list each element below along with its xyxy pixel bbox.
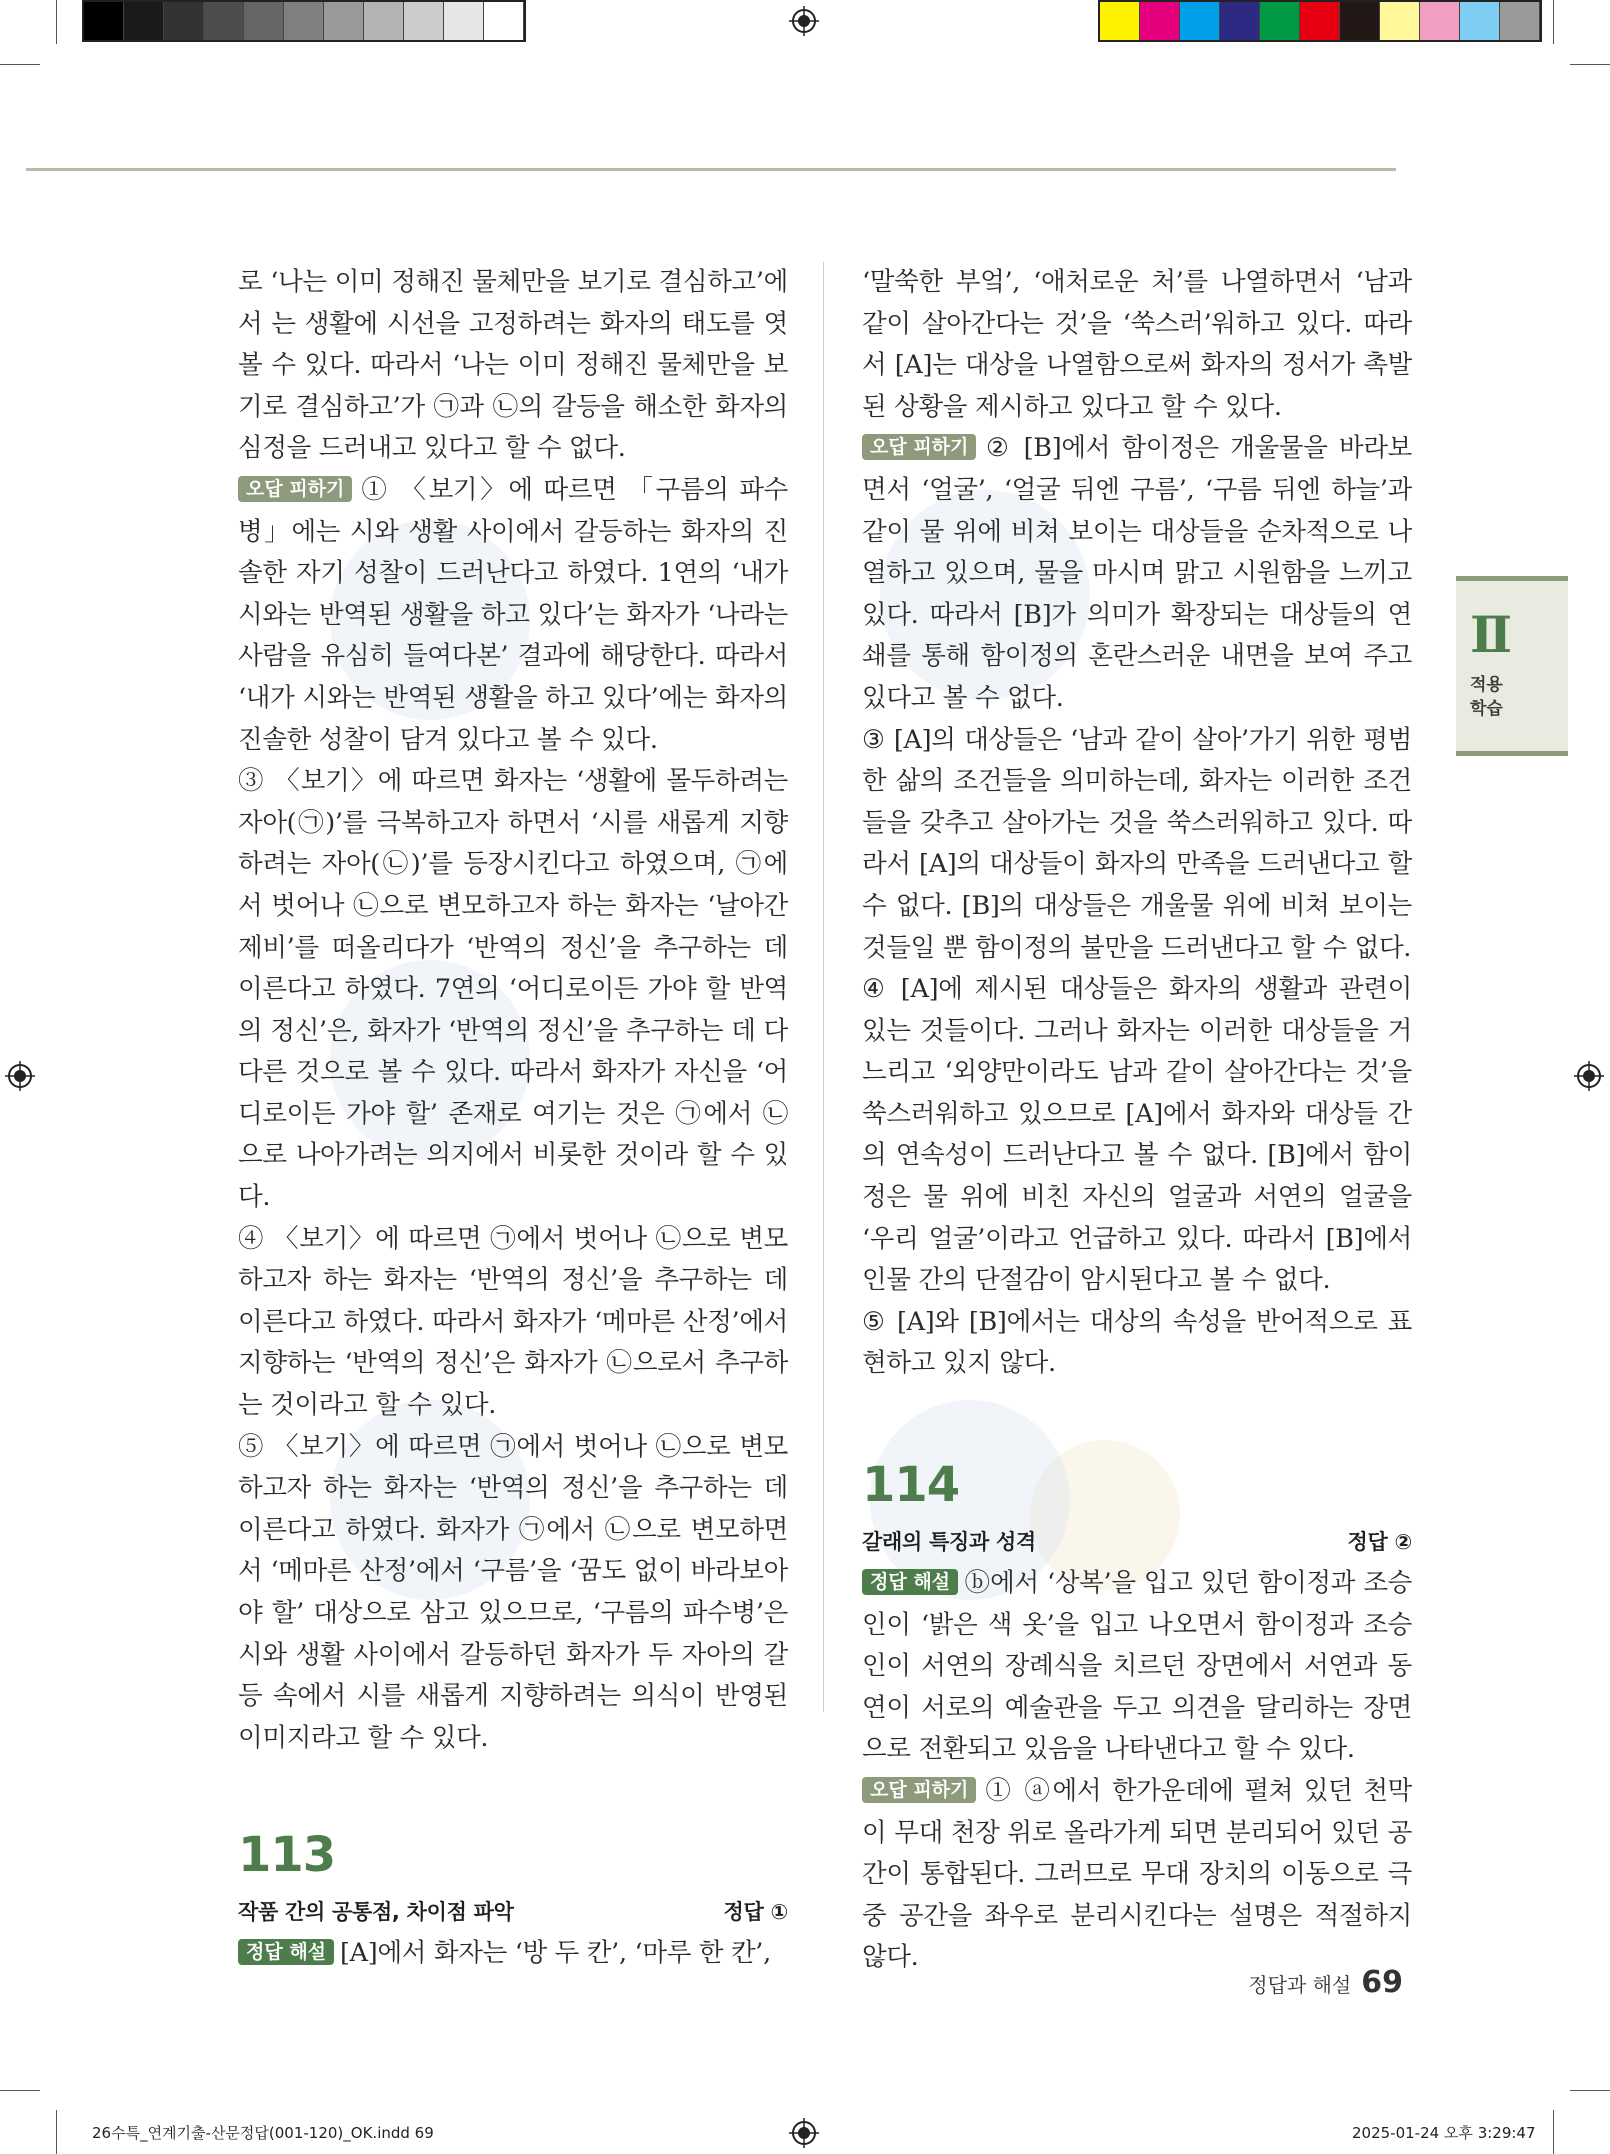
question-number: 114 (862, 1457, 960, 1514)
column-divider (823, 262, 824, 1712)
answer-explanation-tag: 정답 해설 (238, 1939, 334, 1965)
paragraph (862, 1771, 1412, 1979)
color-swatch (1340, 2, 1380, 40)
wrong-answer-tag: 오답 피하기 (238, 476, 352, 502)
color-swatch (1500, 2, 1540, 40)
paragraph: 로 ‘나는 이미 정해진 물체만을 보기로 결심하고’에서 는 생활에 시선을 고정하려는 화자의 태도를 엿볼 수 있다. 따라서 ‘나는 이미 정해진 물체만을 보기로 결심하고’가 ㉠과 ㉡의 갈등을 해소한 화자의 심정을 드러내고 있다고 할 수 없다. (238, 267, 788, 464)
paragraph (862, 428, 1412, 719)
crop-mark (1553, 0, 1554, 44)
color-swatch (1180, 2, 1220, 40)
registration-mark-icon (789, 2118, 819, 2148)
paragraph: ⑤ 〈보기〉에 따르면 ㉠에서 벗어나 ㉡으로 변모하고자 하는 화자는 ‘반역의 정신’을 추구하는 데 이른다고 하였다. 화자가 ㉠에서 ㉡으로 변모하면서 ‘메마른 산정’에서 ‘구름’을 ‘꿈도 없이 바라보아야 할’ 대상으로 삼고 있으므로, ‘구름의 파수병’은 시와 생활 사이에서 갈등하던 화자가 두 자아의 갈등 속에서 시를 새롭게 지향하려는 의식이 반영된 이미지라고 할 수 있다. (238, 1431, 788, 1753)
registration-mark-icon (789, 6, 819, 36)
paragraph: ④ 〈보기〉에 따르면 ㉠에서 벗어나 ㉡으로 변모하고자 하는 화자는 ‘반역의 정신’을 추구하는 데 이른다고 하였다. 따라서 화자가 ‘메마른 산정’에서 지향하는 ‘반역의 정신’은 화자가 ㉡으로서 추구하는 것이라고 할 수 있다. (238, 1223, 788, 1421)
color-swatch (244, 2, 284, 40)
paragraph: ③ [A]의 대상들은 ‘남과 같이 살아’가기 위한 평범한 삶의 조건들을 의미하는데, 화자는 이러한 조건들을 갖추고 살아가는 것을 쑥스러워하고 있다. 따라서 [A]의 대상들이 화자의 만족을 드러낸다고 할 수 없다. [B]의 대상들은 개울물 위에 비쳐 보이는 것들일 뿐 함이정의 불만을 드러낸다고 할 수 없다. (862, 724, 1412, 963)
color-swatch (444, 2, 484, 40)
paragraph-text: [A]에서 화자는 ‘방 두 칸’, ‘마루 한 칸’, (340, 1938, 771, 1969)
color-swatch (1260, 2, 1300, 40)
color-swatch (364, 2, 404, 40)
color-swatch (1140, 2, 1180, 40)
color-swatch (324, 2, 364, 40)
slug-filename: 26수특_연계기출-산문정답(001-120)_OK.indd 69 (92, 2124, 434, 2142)
crop-mark (1553, 2110, 1554, 2154)
color-swatch (1300, 2, 1340, 40)
question-header (862, 1525, 1412, 1559)
paragraph-text: ② [B]에서 함이정은 개울물을 바라보면서 ‘얼굴’, ‘얼굴 뒤엔 구름’, ‘구름 뒤엔 하늘’과 같이 물 위에 비쳐 보이는 대상들을 순차적으로 나열하고 있으며, 물을 마시며 맑고 시원함을 느끼고 있다. 따라서 [B]가 의미가 확장되는 대상들의 연쇄를 통해 함이정의 혼란스러운 내면을 보여 주고 있다고 볼 수 없다. (862, 433, 1412, 713)
answer-label: 정답 ② (1347, 1530, 1412, 1555)
page-footer (1248, 1965, 1403, 2000)
color-swatch (404, 2, 444, 40)
chapter-label-line2: 학습 (1470, 699, 1503, 719)
color-swatch (124, 2, 164, 40)
paragraph: ③ 〈보기〉에 따르면 화자는 ‘생활에 몰두하려는 자아(㉠)’를 극복하고자 하면서 ‘시를 새롭게 지향하려는 자아(㉡)’를 등장시킨다고 하였으며, ㉠에서 벗어나 ㉡으로 변모하고자 하는 화자는 ‘날아간 제비’를 떠올리다가 ‘반역의 정신’을 추구하는 데 이른다고 하였다. 7연의 ‘어디로이든 가야 할 반역의 정신’은, 화자가 ‘반역의 정신’을 추구하는 데 다다른 것으로 볼 수 있다. 따라서 화자가 자신을 ‘어디로이든 가야 할’ 존재로 여기는 것은 ㉠에서 ㉡으로 나아가려는 의지에서 비롯한 것이라 할 수 있다. (238, 766, 788, 1213)
chapter-number: Ⅱ (1470, 605, 1513, 664)
registration-mark-icon (5, 1061, 35, 1091)
wrong-answer-tag: 오답 피하기 (862, 1777, 976, 1803)
question-number: 113 (238, 1827, 336, 1884)
process-color-bar (1098, 0, 1542, 42)
crop-mark (0, 64, 40, 65)
paragraph: ④ [A]에 제시된 대상들은 화자의 생활과 관련이 있는 것들이다. 그러나 화자는 이러한 대상들을 거느리고 ‘외양만이라도 남과 같이 살아간다는 것’을 쑥스러워하고 있으므로 [A]에서 화자와 대상들 간의 연속성이 드러난다고 볼 수 없다. [B]에서 함이정은 물 위에 비친 자신의 얼굴과 서연의 얼굴을 ‘우리 얼굴’이라고 언급하고 있다. 따라서 [B]에서 인물 간의 단절감이 암시된다고 볼 수 없다. (862, 974, 1412, 1296)
color-swatch (1460, 2, 1500, 40)
color-swatch (164, 2, 204, 40)
left-column (238, 262, 788, 1975)
paragraph-text: ⓑ에서 ‘상복’을 입고 있던 함이정과 조승인이 ‘밝은 색 옷’을 입고 나오면서 함이정과 조승인이 서연의 장례식을 치르던 장면에서 서연과 동연이 서로의 예술관을 두고 의견을 달리하는 장면으로 전환되고 있음을 나타낸다고 할 수 있다. (862, 1568, 1412, 1765)
chapter-side-tab (1456, 576, 1568, 756)
paragraph: ‘말쑥한 부엌’, ‘애처로운 처’를 나열하면서 ‘남과 같이 살아간다는 것’을 ‘쑥스러’워하고 있다. 따라서 [A]는 대상을 나열함으로써 화자의 정서가 촉발된 상황을 제시하고 있다고 할 수 있다. (862, 267, 1412, 422)
paragraph (238, 1933, 788, 1975)
page-number: 69 (1361, 1965, 1403, 2000)
question-header (238, 1895, 788, 1929)
paragraph-text: ① ⓐ에서 한가운데에 펼쳐 있던 천막이 무대 천장 위로 올라가게 되면 분리되어 있던 공간이 통합된다. 그러므로 무대 장치의 이동으로 극중 공간을 좌우로 분리시킨다는 설명은 적절하지 않다. (862, 1776, 1412, 1973)
right-column (862, 262, 1412, 1979)
slug-timestamp: 2025-01-24 오후 3:29:47 (1352, 2124, 1536, 2142)
color-swatch (284, 2, 324, 40)
paragraph-text: ① 〈보기〉에 따르면 「구름의 파수병」에는 시와 생활 사이에서 갈등하는 화자의 진솔한 자기 성찰이 드러난다고 하였다. 1연의 ‘내가 시와는 반역된 생활을 하고 있다’는 화자가 ‘나라는 사람을 유심히 들여다본’ 결과에 해당한다. 따라서 ‘내가 시와는 반역된 생활을 하고 있다’에는 화자의 진솔한 성찰이 담겨 있다고 볼 수 있다. (238, 474, 788, 755)
color-swatch (84, 2, 124, 40)
question-topic: 작품 간의 공통점, 차이점 파악 (238, 1900, 514, 1925)
crop-mark (56, 0, 57, 44)
grayscale-color-bar (82, 0, 526, 42)
color-swatch (1420, 2, 1460, 40)
paragraph (862, 1563, 1412, 1771)
color-swatch (1100, 2, 1140, 40)
crop-mark (1570, 64, 1610, 65)
footer-label: 정답과 해설 (1248, 1973, 1352, 1997)
paragraph: ⑤ [A]와 [B]에서는 대상의 속성을 반어적으로 표현하고 있지 않다. (862, 1306, 1412, 1379)
paragraph (238, 470, 788, 761)
answer-label: 정답 ① (723, 1900, 788, 1925)
chapter-label-line1: 적용 (1470, 675, 1503, 695)
question-topic: 갈래의 특징과 성격 (862, 1530, 1036, 1555)
header-rule (26, 168, 1396, 171)
wrong-answer-tag: 오답 피하기 (862, 434, 976, 460)
crop-mark (0, 2090, 40, 2091)
color-swatch (204, 2, 244, 40)
registration-mark-icon (1574, 1061, 1604, 1091)
color-swatch (1220, 2, 1260, 40)
crop-mark (1570, 2090, 1610, 2091)
color-swatch (1380, 2, 1420, 40)
crop-mark (56, 2110, 57, 2154)
color-swatch (484, 2, 524, 40)
answer-explanation-tag: 정답 해설 (862, 1569, 958, 1595)
